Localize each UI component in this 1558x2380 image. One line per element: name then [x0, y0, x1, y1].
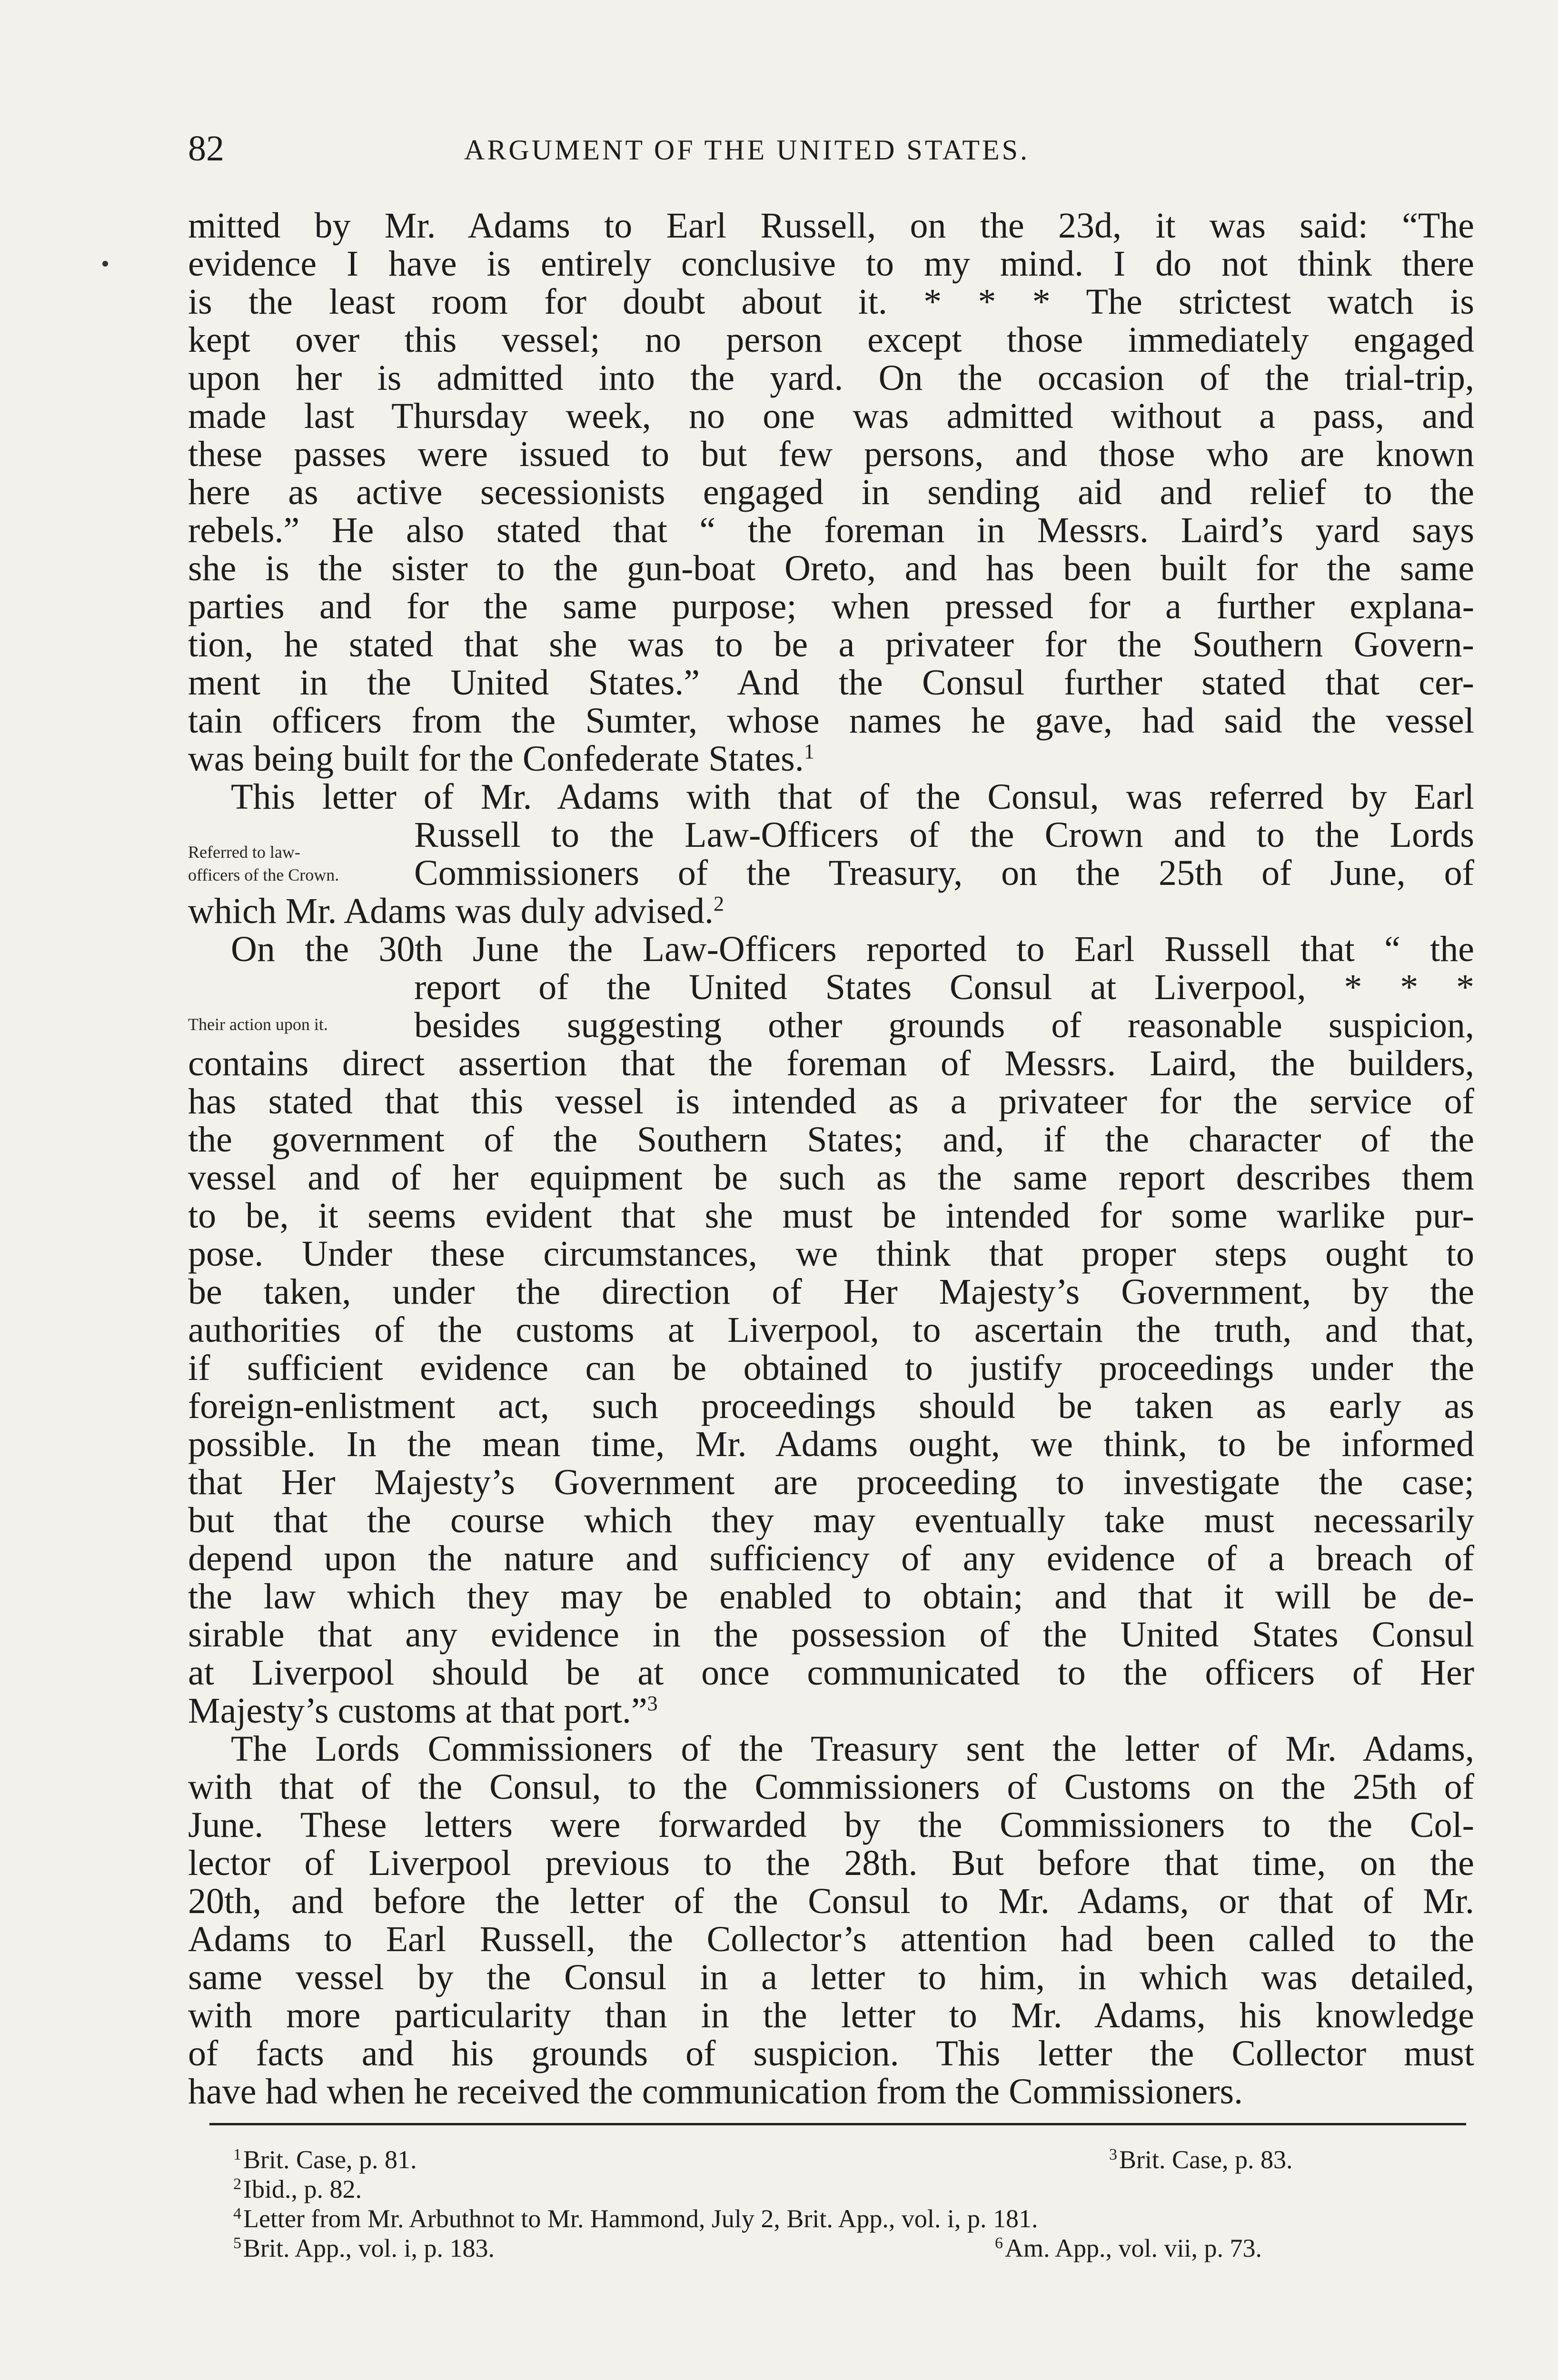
sidenote-referred-line1: Referred to law-	[188, 843, 300, 862]
body-line: be taken, under the direction of Her Majesty’s Government, by the	[188, 1272, 1474, 1312]
body-line: lector of Liverpool previous to the 28th. But before that time, on the	[188, 1843, 1474, 1883]
sidenote-referred-line2: officers of the Crown.	[188, 865, 339, 884]
body-line: Commissioners of the Treasury, on the 25th of June, of	[414, 853, 1474, 893]
body-line: Russell to the Law-Officers of the Crown and to the Lords	[414, 815, 1474, 855]
body-line: 20th, and before the letter of the Consul to Mr. Adams, or that of Mr.	[188, 1881, 1474, 1921]
body-line: pose. Under these circumstances, we think that proper steps ought to	[188, 1234, 1474, 1274]
body-line: to be, it seems evident that she must be intended for some warlike pur-	[188, 1196, 1474, 1236]
body-line: depend upon the nature and sufficiency of any evidence of a breach of	[188, 1538, 1474, 1578]
body-line: parties and for the same purpose; when pressed for a further explana-	[188, 586, 1474, 626]
running-title: ARGUMENT OF THE UNITED STATES.	[464, 134, 1030, 166]
body-line: On the 30th June the Law-Officers reported to Earl Russell that “ the	[231, 929, 1474, 969]
body-line-text: was being built for the Confederate States.	[188, 739, 804, 779]
body-line-text: which Mr. Adams was duly advised.	[188, 891, 714, 931]
footnote-text: Am. App., vol. vii, p. 73.	[1005, 2234, 1262, 2262]
body-line: same vessel by the Consul in a letter to him, in which was detailed,	[188, 1957, 1474, 1997]
footnote-number: 6	[995, 2234, 1003, 2252]
body-line: ment in the United States.” And the Consul further stated that cer-	[188, 663, 1474, 703]
footnote-text: Brit. Case, p. 83.	[1119, 2145, 1293, 2174]
body-line: Adams to Earl Russell, the Collector’s attention had been called to the	[188, 1919, 1474, 1959]
footnote	[1109, 2140, 1292, 2174]
body-line: she is the sister to the gun-boat Oreto, and has been built for the same	[188, 548, 1474, 588]
body-line: foreign-enlistment act, such proceedings should be taken as early as	[188, 1386, 1474, 1426]
body-line: of facts and his grounds of suspicion. This letter the Collector must	[188, 2033, 1474, 2073]
footnote-number: 3	[1109, 2146, 1117, 2163]
footnote-divider	[209, 2123, 1466, 2125]
body-line: besides suggesting other grounds of reasonable suspicion,	[414, 1005, 1474, 1045]
body-line: with more particularity than in the letter to Mr. Adams, his knowledge	[188, 1995, 1474, 2035]
body-line: The Lords Commissioners of the Treasury sent the letter of Mr. Adams,	[231, 1729, 1474, 1769]
body-line: kept over this vessel; no person except those immediately engaged	[188, 320, 1474, 360]
body-line: This letter of Mr. Adams with that of the Consul, was referred by Earl	[231, 777, 1474, 817]
footnote-ref: 3	[647, 1692, 658, 1715]
body-line-text: Majesty’s customs at that port.”	[188, 1691, 647, 1731]
body-line: upon her is admitted into the yard. On the occasion of the trial-trip,	[188, 358, 1474, 398]
body-line: has stated that this vessel is intended as a privateer for the service of	[188, 1081, 1474, 1121]
footnote-number: 4	[233, 2205, 241, 2222]
body-line: but that the course which they may eventually take must necessarily	[188, 1500, 1474, 1540]
body-line: at Liverpool should be at once communicated to the officers of Her	[188, 1653, 1474, 1693]
footnote-text: Brit. App., vol. i, p. 183.	[243, 2234, 495, 2262]
footnote-text: Ibid., p. 82.	[243, 2175, 362, 2203]
body-line: vessel and of her equipment be such as the same report describes them	[188, 1158, 1474, 1198]
body-line: made last Thursday week, no one was admitted without a pass, and	[188, 396, 1474, 436]
body-line	[188, 1690, 1474, 1732]
body-line: with that of the Consul, to the Commissioners of Customs on the 25th of	[188, 1767, 1474, 1807]
footnote-number: 5	[233, 2234, 241, 2252]
body-line: evidence I have is entirely conclusive to my mind. I do not think there	[188, 244, 1474, 284]
footnote-number: 1	[233, 2146, 241, 2163]
body-line: is the least room for doubt about it. * * * The strictest watch is	[188, 282, 1474, 322]
body-line: have had when he received the communication from the Commissioners.	[188, 2072, 1243, 2112]
body-line: mitted by Mr. Adams to Earl Russell, on the 23d, it was said: “The	[188, 206, 1474, 246]
body-line: report of the United States Consul at Liverpool, * * *	[414, 967, 1474, 1007]
body-line	[188, 890, 1474, 932]
body-line: these passes were issued to but few persons, and those who are known	[188, 434, 1474, 474]
body-line: the law which they may be enabled to obtain; and that it will be de-	[188, 1577, 1474, 1616]
body-line: tain officers from the Sumter, whose names he gave, had said the vessel	[188, 701, 1474, 741]
footnote-number: 2	[233, 2175, 241, 2193]
footnote-text: Letter from Mr. Arbuthnot to Mr. Hammond, July 2, Brit. App., vol. i, p. 181.	[243, 2204, 1038, 2233]
body-line: that Her Majesty’s Government are proceeding to investigate the case;	[188, 1462, 1474, 1502]
margin-mark	[102, 261, 108, 267]
body-line: rebels.” He also stated that “ the foreman in Messrs. Laird’s yard says	[188, 510, 1474, 550]
footnote-ref: 2	[714, 892, 724, 915]
body-line: sirable that any evidence in the possession of the United States Consul	[188, 1615, 1474, 1655]
footnote-text: Brit. Case, p. 81.	[243, 2145, 417, 2174]
body-line: June. These letters were forwarded by the Commissioners to the Col-	[188, 1805, 1474, 1845]
body-line: tion, he stated that she was to be a privateer for the Southern Govern-	[188, 625, 1474, 664]
body-line: authorities of the customs at Liverpool, to ascertain the truth, and that,	[188, 1310, 1474, 1350]
footnote	[995, 2229, 1262, 2263]
sidenote-their-action: Their action upon it.	[188, 1015, 328, 1034]
body-line: the government of the Southern States; and, if the character of the	[188, 1120, 1474, 1160]
body-line: if sufficient evidence can be obtained to justify proceedings under the	[188, 1348, 1474, 1388]
footnote-ref: 1	[804, 740, 814, 763]
footnote	[233, 2229, 495, 2263]
body-line: contains direct assertion that the foreman of Messrs. Laird, the builders,	[188, 1043, 1474, 1083]
body-line	[188, 738, 1474, 780]
page-header	[188, 125, 1474, 177]
body-line: possible. In the mean time, Mr. Adams ought, we think, to be informed	[188, 1424, 1474, 1464]
page-number: 82	[188, 129, 224, 169]
body-line: here as active secessionists engaged in sending aid and relief to the	[188, 472, 1474, 512]
